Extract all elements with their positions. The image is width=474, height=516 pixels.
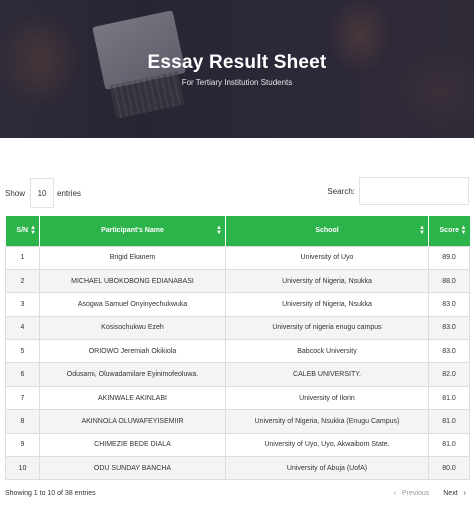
cell-score: 83.0 — [429, 293, 470, 316]
table-row — [6, 410, 470, 433]
cell-name: Brigid Ekanem — [40, 246, 226, 269]
table-row — [6, 269, 470, 292]
cell-sn: 5 — [6, 340, 40, 363]
cell-name: AKINWALE AKINLABI — [40, 386, 226, 409]
cell-sn: 2 — [6, 269, 40, 292]
cell-sn: 1 — [6, 246, 40, 269]
table-info: Showing 1 to 10 of 38 entries — [5, 490, 96, 497]
table-row — [6, 316, 470, 339]
cell-school: University of Uyo, Uyo, Akwaibom State. — [226, 433, 429, 456]
entries-label: entries — [57, 188, 82, 198]
cell-school: University of nigeria enugu campus — [226, 316, 429, 339]
column-header-sn[interactable] — [6, 216, 40, 246]
cell-name: Odusami, Oluwadamilare Eyinimofeoluwa. — [40, 363, 226, 386]
cell-score: 82.0 — [429, 363, 470, 386]
cell-school: University of Nigeria, Nsukka — [226, 293, 429, 316]
cell-name: CHIMEZIE BEDE DIALA — [40, 433, 226, 456]
cell-name: Asogwa Samuel Onyinyechukwuka — [40, 293, 226, 316]
table-row — [6, 363, 470, 386]
length-control — [5, 178, 81, 208]
cell-school: University of Uyo — [226, 246, 429, 269]
search-label: Search: — [327, 186, 355, 196]
hero-banner — [0, 0, 474, 138]
chevron-left-icon: ‹ — [393, 490, 397, 497]
pagination — [394, 490, 466, 497]
page-title: Essay Result Sheet — [147, 52, 327, 73]
cell-score: 83.0 — [429, 316, 470, 339]
cell-school: University of Nigeria, Nsukka (Enugu Campus) — [226, 410, 429, 433]
cell-name: MICHAEL UBOKOBONG EDIANABASI — [40, 269, 226, 292]
cell-sn: 9 — [6, 433, 40, 456]
cell-name: AKINNOLA OLUWAFEYISEMIIR — [40, 410, 226, 433]
sort-icon: ▲ ▼ — [30, 225, 36, 236]
cell-school: University of Abuja (UofA) — [226, 457, 429, 480]
cell-school: University of Ilorin — [226, 386, 429, 409]
sort-icon: ▲ ▼ — [216, 225, 222, 236]
entries-select-value: 10 — [37, 188, 47, 198]
next-button[interactable] — [443, 490, 466, 497]
entries-select[interactable] — [30, 178, 54, 208]
cell-sn: 3 — [6, 293, 40, 316]
table-row — [6, 340, 470, 363]
table-row — [6, 246, 470, 269]
cell-sn: 6 — [6, 363, 40, 386]
table-row — [6, 386, 470, 409]
column-header-name[interactable] — [40, 216, 226, 246]
cell-score: 88.0 — [429, 269, 470, 292]
table-row — [6, 457, 470, 480]
cell-score: 83.0 — [429, 340, 470, 363]
sort-icon: ▲ ▼ — [419, 225, 425, 236]
cell-school: University of Nigeria, Nsukka — [226, 269, 429, 292]
table-row — [6, 293, 470, 316]
column-header-sn-label: S/N — [16, 227, 29, 235]
cell-sn: 7 — [6, 386, 40, 409]
cell-name: ORIOWO Jeremiah Okikiola — [40, 340, 226, 363]
cell-sn: 8 — [6, 410, 40, 433]
cell-score: 81.0 — [429, 386, 470, 409]
search-control — [327, 176, 469, 206]
sort-icon: ▲ ▼ — [460, 225, 467, 236]
cell-sn: 4 — [6, 316, 40, 339]
cell-score: 89.0 — [429, 246, 470, 269]
previous-button[interactable] — [394, 490, 430, 497]
cell-name: ODU SUNDAY BANCHA — [40, 457, 226, 480]
chevron-right-icon: › — [463, 490, 466, 497]
show-label: Show — [5, 188, 26, 198]
previous-label: Previous — [402, 490, 430, 497]
cell-score: 81.0 — [429, 410, 470, 433]
column-header-score-label: Score — [439, 227, 459, 235]
column-header-school[interactable] — [226, 216, 429, 246]
cell-score: 81.0 — [429, 433, 470, 456]
cell-sn: 10 — [6, 457, 40, 480]
results-table — [5, 216, 470, 480]
search-input[interactable] — [359, 177, 469, 205]
column-header-name-label: Participant's Name — [101, 227, 164, 235]
column-header-school-label: School — [315, 227, 339, 235]
cell-school: CALEB UNIVERSITY. — [226, 363, 429, 386]
page-subtitle: For Tertiary Institution Students — [181, 78, 293, 87]
cell-score: 80.0 — [429, 457, 470, 480]
cell-name: Kosisochukwu Ezeh — [40, 316, 226, 339]
cell-school: Babcock University — [226, 340, 429, 363]
next-label: Next — [443, 490, 458, 497]
table-header-row — [6, 216, 470, 246]
column-header-score[interactable] — [429, 216, 470, 246]
table-row — [6, 433, 470, 456]
